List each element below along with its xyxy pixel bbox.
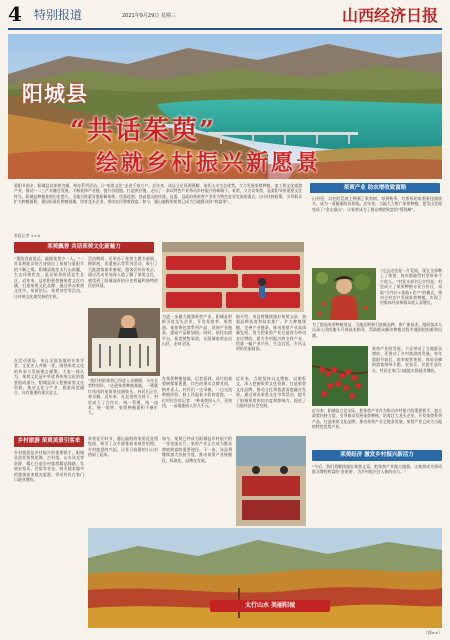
photo-farmer xyxy=(312,268,376,320)
photo-red-fruit-field xyxy=(162,242,304,312)
article-text: 茱萸花开时节，漫山遍野的茱萸花竞相绽放，吸引了众多游客前来观赏拍照。乡村旅游的兴起，让昔日寂静的小山村热闹了起来。 xyxy=(88,436,158,458)
article-text: “今后，我们将继续做好茱萸文章，把茱萸产业做大做强，让茱萸成为带动群众增收致富的‘金果果’，为乡村振兴注入新的动力。” xyxy=(312,464,442,475)
article-text: 山村里，以往的荒坡上种满了茱萸树。每到秋季，红彤彤的茱萸果挂满枝头，成为一道靓丽的风景线。近年来，当地大力推广茱萸种植，把荒山荒坡变成了“金山银山”，让茱萸成为了群众增收致富的“摇钱树”。 xyxy=(312,196,442,212)
article-text: 在活动现场，来自全国各地的专家学者、文化名人齐聚一堂，围绕茱萸文化的传承与发展建言献策。大家一致认为，茱萸文化是中华优秀传统文化的重要组成部分，阳城县深入挖掘茱萸文化资源，推动文化与产业、旅游深度融合，具有重要的现实意义。 xyxy=(14,358,84,396)
section-head-middle: 乡村旅游 茱萸美景引客来 xyxy=(14,436,84,447)
article-text: 据介绍，该县将继续做好茱萸文章，加强品种选育和技术推广，扩大种植规模，完善产业链条，推动茱萸产业高质量发展，努力把茱萸产业打造成为带动农民增收、助力乡村振兴的支柱产业，绘就一幅产业兴旺、生态宜居、乡风文明的美丽画卷。 xyxy=(236,314,306,352)
section-head-left: 茱萸飘香 共话茱萸文化新魅力 xyxy=(14,242,154,253)
intro-paragraph: 重阳节前夕，阳城县以茱萸为媒，举办系列活动，让“茱萸文化”走进千家万户。近年来，该县立足资源禀赋，依托山水生态优势，大力发展茱萸种植、加工和文化旅游产业，推动一二三产业融合发展，不断延伸产业链、提升价值链、打造供应链，走出了一条以特色产业带动乡村振兴的新路子。茱萸，又名吴茱萸，是重阳节的重要文化符号。阳城县种植茱萸历史悠久，当地百姓素有重阳佩茱萸、饮菊花酒、登高望远的传统。县委、县政府将茱萸产业作为特色农业发展的重点，出台扶持政策，引导群众扩大种植面积，建设标准化种植基地，培育龙头企业，带动农民增收致富。如今，漫山遍野的茱萸已成为当地群众的“致富果”。 xyxy=(14,183,302,205)
title-place: 阳城县 xyxy=(22,82,88,106)
article-text: 活动期间，还举办了茱萸主题书画展、摄影展、非遗展示等系列活动，吸引了大批游客前来参观。游客们纷纷表示，通过活动更加深入地了解了茱萸文化，感受到了阳城深厚的历史底蕴和独特的民俗风情。 xyxy=(88,256,158,289)
right-section-head-row xyxy=(310,183,442,193)
photo-autumn-mountains xyxy=(88,528,442,628)
photo-market xyxy=(236,436,306,526)
article-text: 茱萸产业的发展，不仅带动了当地群众增收，还推动了乡村旅游的发展。每年重阳节前后，前来观赏茱萸、体验采摘的游客络绎不绝，农家乐、民宿生意红火，村民在家门口就能实现就业增收。 xyxy=(372,346,442,373)
date-line: 2021年9月29日 星期三 xyxy=(122,13,176,19)
sign-off: （郭××） xyxy=(423,630,442,635)
subheadline: 绘就乡村振兴新愿景 xyxy=(96,150,322,176)
banner-caption: 太行山水 美丽阳城 xyxy=(210,600,330,612)
article-text: 如今，茱萸已经成为阳城县乡村振兴的一张亮丽名片，茱萸产业正在成为群众增收致富的重要途径。下一步，该县将继续加大扶持力度，推动茱萸产业规模化、标准化、品牌化发展。 xyxy=(162,436,232,463)
section-head-right-1: 茱萸产业 助农增收致富路 xyxy=(310,183,440,193)
headline: “共话茱萸” xyxy=(70,116,216,146)
article-text: 在茱萸种植基地，记者看到，成片的茱萸树郁郁葱葱，红色的果实点缀其间，格外喜人。村民们一边采摘，一边交流种植经验，脸上洋溢着丰收的喜悦。一位村民告诉记者：“种茱萸投入少、见效快，一亩地能收入好几千元。” xyxy=(162,376,232,409)
page-number: 4 xyxy=(8,2,22,26)
masthead-rule xyxy=(8,28,442,30)
article-text: 近年来，当地坚持以文塑旅、以旅彰文，深入挖掘茱萸文化资源，打造茱萸文化品牌，推动文化和旅游深度融合发展。通过举办茱萸文化节等活动，提升了阳城茱萸的知名度和影响力，促进了当地经济社会发展。 xyxy=(236,376,306,409)
photo-fruit-branch xyxy=(312,346,368,406)
section-name: 特别报道 xyxy=(34,8,83,22)
section-head-right-2: 茱萸经济 激发乡村振兴新活力 xyxy=(312,450,442,461)
byline: 本报记者 ××× xyxy=(14,233,41,238)
photo-calligraphy xyxy=(88,308,160,376)
article-text: “我们村的茱萸已经进入采摘期，今年长势特别好。”走进茱萸种植基地，一簇簇红彤彤的茱萸果挂满枝头，村民们正忙着采摘。近年来，在县里的支持下，村里成立了合作社，统一管理、统一技术、统一销售，茱萸种植面积不断扩大。 xyxy=(88,378,158,416)
paper-name: 山西经济日报 xyxy=(341,6,438,25)
article-text: “重阳登高望远，遍插茱萸少一人。”一首耳熟能详的古诗道出了茱萸与重阳节的不解之缘。阳城县地处太行山南麓，生态环境优良，是吴茱萸的适宜生长区。近年来，县里积极挖掘茱萸文化内涵，打造茱萸文化品牌，通过举办茱萸文化节、茱萸论坛、茱萸诗会等活动，让传统文化焕发新的生机。 xyxy=(14,256,84,299)
article-text: 近年来，阳城县立足实际，把茱萸产业作为推动乡村振兴的重要抓手，加大政策扶持力度，引导群众发展茱萸种植，培育壮大龙头企业，开发茱萸系列产品，打造茱萸文化品牌，推动茱萸产业全链条发展，茱萸产业已成为当地的特色优势产业。 xyxy=(312,408,442,430)
article-text: “过去这里是一片荒坡，现在全部种上了茱萸，每年都能给村里带来不少收入。”村党支部书记介绍说，村里成立了茱萸种植专业合作社，采取“合作社+基地+农户”的模式，带动全村农户发展茱萸种植，实现了村集体经济和群众收入双增长。 xyxy=(380,268,442,306)
article-text: 乡村旅游是乡村振兴的重要抓手。阳城县依托茱萸花海、古村落、山水风光等资源，精心打造乡村旅游精品线路，发展农家乐、民宿等业态，吸引越来越多的游客前来观光旅游，带动村民在家门口就业增收。 xyxy=(14,450,84,483)
article-text: 为进一步做大做强茱萸产业，阳城县积极引进龙头企业，开发茱萸茶、茱萸酒、茱萸香包等系列产品，延伸产业链条，提高产品附加值。同时，依托电商平台，拓宽销售渠道，让阳城茱萸走出山区，走向全国。 xyxy=(162,314,232,347)
article-text: 为了提高茱萸种植效益，当地还积极引进新品种、推广新技术，组织技术人员深入田间地头开展技术指导，帮助群众解决种植过程中遇到的困难和问题。 xyxy=(312,322,442,338)
